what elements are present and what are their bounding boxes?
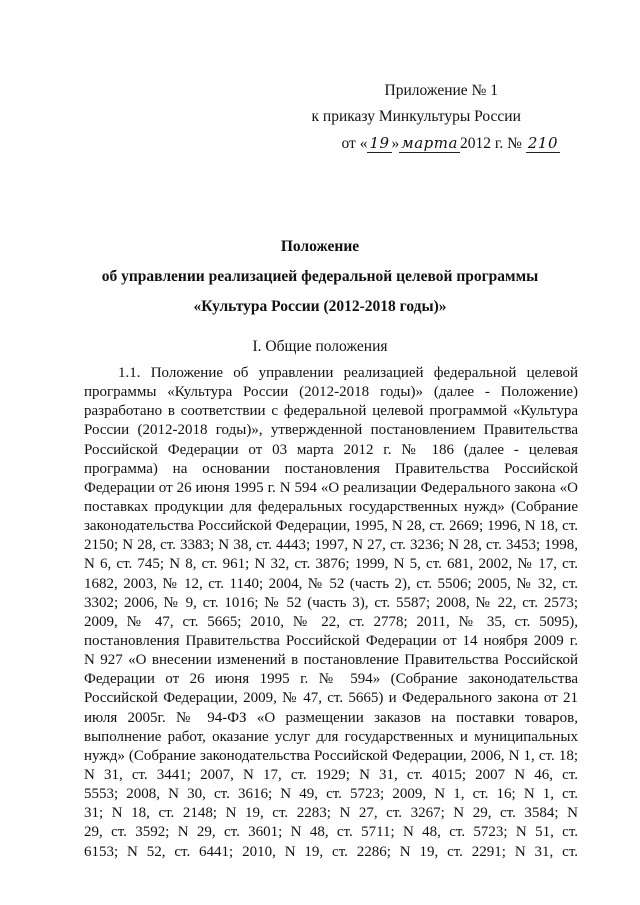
paragraph-line: разработано в соответствии с федеральной целевой программой «Культура <box>84 403 578 420</box>
handwritten-day: 19 <box>369 134 390 152</box>
handwritten-order-number: 210 <box>527 134 558 152</box>
paragraph-line: Российской Федерации от 03 марта 2012 г. № 186 (далее - целевая <box>84 441 578 458</box>
paragraph-line: нужд» (Собрание законодательства Российской Федерации, 2006, N 1, ст. 18; <box>84 747 578 764</box>
paragraph-line: законодательства Российской Федерации, 1995, N 28, ст. 2669; 1996, N 18, ст. <box>84 518 578 535</box>
date-day-close: » <box>391 135 400 152</box>
paragraph-line: 6153; N 52, ст. 6441; 2010, N 19, ст. 2286; N 19, ст. 2291; N 31, ст. <box>84 843 578 860</box>
section-heading: I. Общие положения <box>252 338 388 355</box>
paragraph-1-1 <box>84 364 578 862</box>
paragraph-line: 31; N 18, ст. 2148; N 19, ст. 2283; N 27, ст. 3267; N 29, ст. 3584; N <box>84 805 578 822</box>
paragraph-line: Федерации от 26 июня 1995 г. № 594» (Собрание законодательства <box>84 671 578 688</box>
paragraph-line: России (2012-2018 годы)», утвержденной постановлением Правительства <box>84 422 578 439</box>
annex-date-line <box>342 130 561 157</box>
paragraph-line: 2009, № 47, ст. 5665; 2010, № 22, ст. 2778; 2011, № 35, ст. 5095), <box>84 613 578 630</box>
paragraph-line: 3302; 2006, № 9, ст. 1016; № 52 (часть 3), ст. 5587; 2008, № 22, ст. 2573; <box>84 594 578 611</box>
handwritten-month: марта <box>401 134 458 152</box>
paragraph-line: Федерации от 26 июня 1995 г. N 594 «О реализации Федерального закона «О <box>84 479 578 496</box>
paragraph-line: июля 2005г. № 94-ФЗ «О размещении заказов на поставки товаров, <box>84 709 578 726</box>
paragraph-line: программы «Культура России (2012-2018 годы)» (далее - Положение) <box>84 384 578 401</box>
annex-header <box>282 78 561 157</box>
title-line-1: Положение <box>280 238 360 255</box>
paragraph-line: 29, ст. 3592; N 29, ст. 3601; N 48, ст. 5711; N 48, ст. 5723; N 51, ст. <box>84 824 578 841</box>
date-prefix: от « <box>341 135 368 152</box>
document-title <box>0 232 640 322</box>
paragraph-line: N 927 «О внесении изменений в постановление Правительства Российской <box>84 652 578 669</box>
title-line-3: «Культура России (2012-2018 годы)» <box>193 298 447 315</box>
paragraph-line: 5553; 2008, N 30, ст. 3616; N 49, ст. 5723; 2009, N 1, ст. 16; N 1, ст. <box>84 786 578 803</box>
date-year: 2012 г. № <box>459 135 522 152</box>
annex-number: Приложение № 1 <box>384 82 498 99</box>
paragraph-line: программа) на основании постановления Правительства Российской <box>84 460 578 477</box>
paragraph-line: N 31, ст. 3441; 2007, N 17, ст. 1929; N 31, ст. 4015; 2007 N 46, ст. <box>84 766 578 783</box>
annex-order-ref: к приказу Минкультуры России <box>311 108 521 125</box>
paragraph-line: N 6, ст. 745; N 8, ст. 961; N 32, ст. 3876; 1999, N 5, ст. 681, 2002, № 17, ст. <box>84 556 578 573</box>
paragraph-line: поставках продукции для федеральных государственных нужд» (Собрание <box>84 498 578 515</box>
paragraph-line: выполнение работ, оказание услуг для государственных и муниципальных <box>84 728 578 745</box>
paragraph-line: 1.1. Положение об управлении реализацией федеральной целевой <box>118 365 578 381</box>
paragraph-line: 2150; N 28, ст. 3383; N 38, ст. 4443; 1997, N 27, ст. 3236; N 28, ст. 3453; 1998, <box>84 537 578 554</box>
paragraph-line: Российской Федерации, 2009, № 47, ст. 5665) и Федерального закона от 21 <box>84 690 578 707</box>
paragraph-line: постановления Правительства Российской Федерации от 14 ноября 2009 г. <box>84 632 578 649</box>
paragraph-line: 1682, 2003, № 12, ст. 1140; 2004, № 52 (часть 2), ст. 5506; 2005, № 32, ст. <box>84 575 578 592</box>
title-line-2: об управлении реализацией федеральной целевой программы <box>101 268 539 285</box>
